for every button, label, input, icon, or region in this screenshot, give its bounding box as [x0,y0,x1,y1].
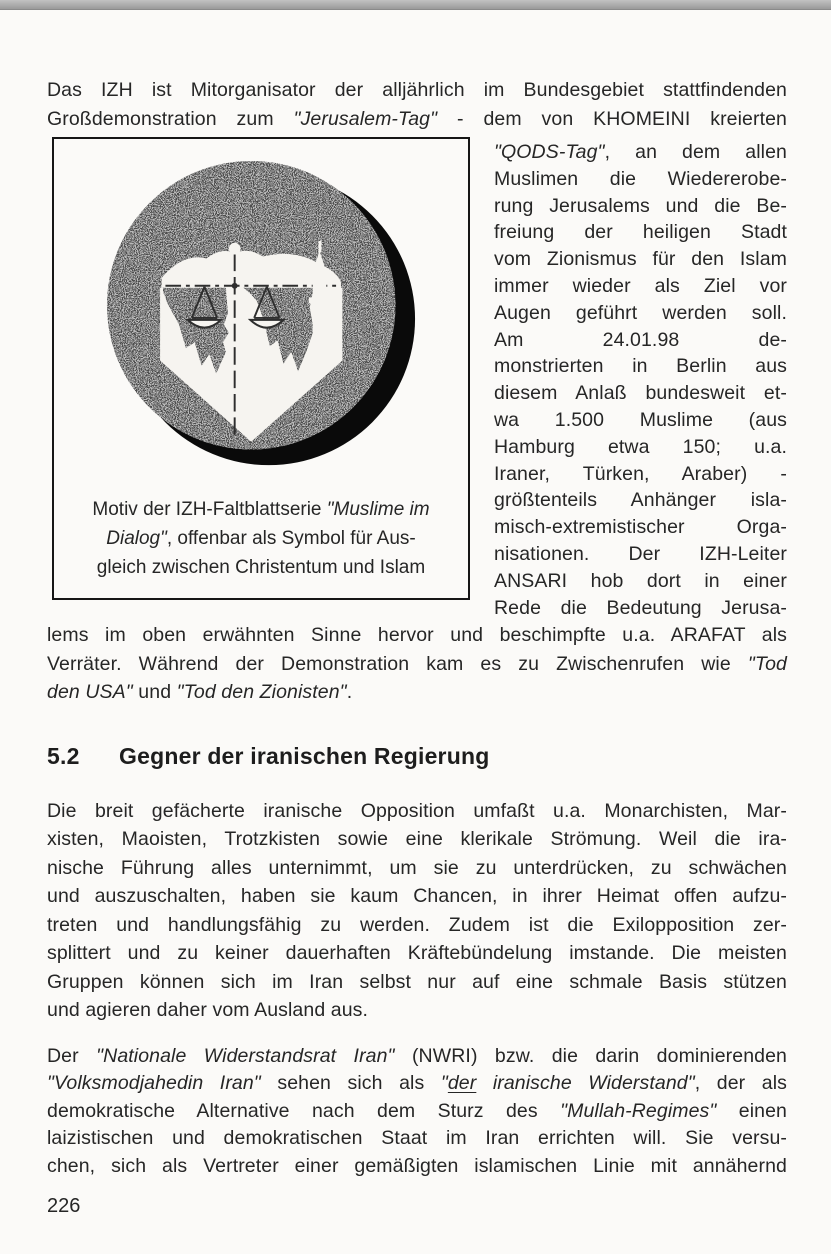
text-segment: ANSARI hob dort in einer [494,569,787,592]
text-segment: "Volksmodjahedin Iran" [47,1072,261,1094]
text-line [47,1153,787,1181]
text-segment: monstrierten in Berlin aus [494,355,787,378]
text-line [494,273,787,300]
text-segment: "Jerusalem-Tag" [293,107,438,130]
text-line [47,797,787,826]
text-segment: freiung der heiligen Stadt [494,221,787,244]
text-segment: misch-extremistischer Orga- [494,516,787,539]
text-line [47,650,787,679]
text-segment: Iraner, Türken, Araber) - [494,462,787,485]
text-line [47,939,787,968]
figure-caption [62,495,460,582]
text-line [494,353,787,380]
section-heading [47,743,787,770]
text-line [494,139,787,166]
page-content [0,76,831,1218]
wrap-column-text [494,137,787,621]
text-line [62,495,460,524]
text-segment: , der als [694,1072,788,1094]
text-segment: "Mullah-Regimes" [560,1099,717,1122]
text-segment: Der [47,1044,97,1067]
text-line [47,1070,787,1098]
text-line [62,524,460,553]
text-line [494,514,787,541]
text-segment: Rede die Bedeutung Jerusa- [494,596,787,619]
text-segment: demokratische Alternative nach dem Sturz des [47,1099,561,1122]
text-segment: "Tod den Zionisten" [176,681,347,703]
text-segment: " [440,1072,448,1094]
paragraph-opposition [47,797,787,1025]
text-segment: treten und handlungsfähig zu werden. Zudem ist die Exilopposition zer- [47,913,787,936]
text-line [47,854,787,883]
text-segment: . [346,681,353,703]
page-top-rule [0,0,831,10]
text-segment: "Nationale Widerstandsrat Iran" [96,1044,395,1067]
text-segment: wa 1.500 Muslime (aus [494,408,787,431]
text-segment: Am 24.01.98 de- [494,328,787,351]
text-segment: einen [716,1099,787,1122]
text-segment: Muslimen die Wiedererobe- [494,167,787,190]
text-segment: Motiv der IZH-Faltblattserie [92,499,327,520]
text-segment: Hamburg etwa 150; u.a. [494,435,787,458]
text-segment: rung Jerusalems und die Be- [494,194,787,217]
text-line [494,327,787,354]
text-segment: diesem Anlaß bundesweit et- [494,382,787,405]
text-line [47,1043,787,1071]
text-line [47,105,787,134]
text-segment: (NWRI) bzw. die darin dominierenden [394,1044,787,1067]
text-segment: , offenbar als Symbol für Aus- [166,528,416,549]
text-segment: splittert und zu keiner dauerhaften Kräftebündelung imstande. Die meisten [47,942,787,964]
text-segment: den USA" [47,681,133,703]
text-segment: immer wieder als Ziel vor [494,274,787,297]
text-segment: und agieren daher vom Ausland aus. [47,999,369,1021]
text-line [47,1098,787,1126]
text-segment: Das IZH ist Mitorganisator der alljährlich im Bundesgebiet stattfindenden [47,79,787,101]
text-line [494,166,787,193]
text-line [494,246,787,273]
figure-box [52,137,470,600]
text-line [47,76,787,105]
text-line [494,219,787,246]
text-segment: "Muslime im [326,499,430,520]
text-line [494,568,787,595]
page-number: 226 [47,1195,81,1217]
text-line [494,434,787,461]
text-line [494,407,787,434]
text-line [47,968,787,997]
text-line [47,825,787,854]
text-segment: nisationen. Der IZH-Leiter [494,542,787,565]
izh-emblem-image [105,159,417,471]
text-segment: nische Führung alles unternimmt, um sie zu unterdrücken, zu schwächen [47,856,787,879]
text-line [62,553,460,582]
text-line [47,678,787,707]
section-title: Gegner der iranischen Regierung [119,742,490,769]
paragraph-nwri [47,1043,787,1181]
figure-and-column-row [47,137,787,621]
text-line [47,1125,787,1153]
text-segment: größtenteils Anhänger isla- [494,489,787,512]
text-segment: xisten, Maoisten, Trotzkisten sowie eine klerikale Strömung. Weil die ira- [47,828,787,850]
text-line [47,621,787,650]
text-segment: laizistischen und demokratischen Staat im Iran errichten will. Sie versu- [47,1127,787,1149]
text-line [47,911,787,940]
text-line [494,461,787,488]
text-segment: lems im oben erwähnten Sinne hervor und beschimpfte u.a. ARAFAT als [47,624,787,646]
text-line [47,882,787,911]
text-segment: sehen sich als [260,1072,441,1094]
text-segment: der [447,1072,477,1094]
text-segment: Augen geführt werden soll. [494,301,787,324]
text-segment: Dialog" [106,528,167,549]
text-line [494,595,787,622]
text-segment: Verräter. Während der Demonstration kam es zu Zwischenrufen wie [47,652,748,675]
text-segment: iranische Widerstand" [476,1072,695,1094]
section-number: 5.2 [47,742,80,769]
text-segment: gleich zwischen Christentum und Islam [96,557,426,578]
text-line [494,300,787,327]
paragraph-intro [47,76,787,133]
text-line [47,996,787,1025]
text-segment: und [132,681,177,703]
text-segment: vom Zionismus für den Islam [494,248,787,271]
text-segment: - dem von KHOMEINI kreierten [437,107,787,130]
paragraph-after-figure [47,621,787,707]
text-line [494,193,787,220]
text-segment: "QODS-Tag" [494,141,605,163]
text-segment: Die breit gefächerte iranische Opposition umfaßt u.a. Monarchisten, Mar- [47,799,787,822]
text-segment: , an dem allen [604,141,787,163]
text-segment: Gruppen können sich im Iran selbst nur auf eine schmale Basis stützen [47,970,787,993]
text-segment: chen, sich als Vertreter einer gemäßigten islamischen Linie mit annähernd [47,1154,787,1177]
text-segment: und auszuschalten, haben sie kaum Chancen, in ihrer Heimat offen aufzu- [47,885,787,907]
text-line [494,380,787,407]
text-segment: Großdemonstration zum [47,107,294,130]
text-line [494,541,787,568]
text-line [494,487,787,514]
text-segment: "Tod [747,652,787,675]
